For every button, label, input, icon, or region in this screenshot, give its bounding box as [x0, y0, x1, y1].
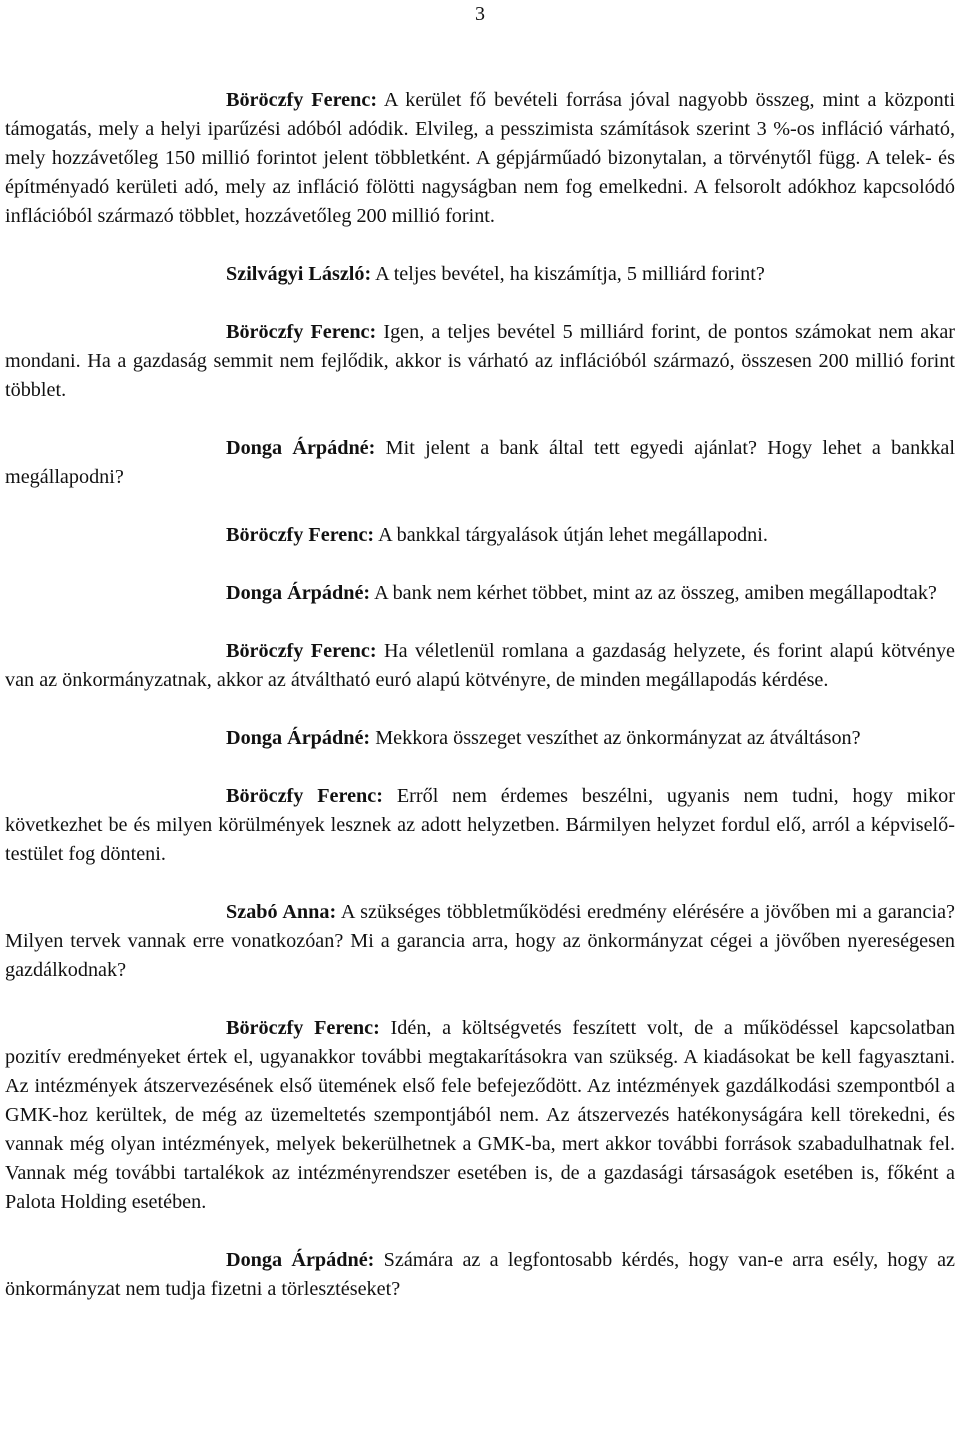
speech-text: Erről nem érdemes beszélni, ugyanis nem tudni, hogy mikor következhet be és milyen körülmények lesznek az adott helyzetben. Bármilyen helyzet fordul elő, arról a képviselő-testület fog dönteni.: [5, 785, 955, 865]
speaker-name: Böröczfy Ferenc:: [226, 89, 378, 111]
paragraph: [5, 86, 955, 231]
speech-text: Ha véletlenül romlana a gazdaság helyzete, és forint alapú kötvénye van az önkormányzatnak, akkor az átváltható euró alapú kötvényre, de minden megállapodás kérdése.: [5, 640, 955, 691]
speech-text: A szükséges többletműködési eredmény elérésére a jövőben mi a garancia? Milyen tervek vannak erre vonatkozóan? Mi a garancia arra, hogy az önkormányzat cégei a jövőben nyereségesen gazdálkodnak?: [5, 901, 955, 981]
speech-text: A bankkal tárgyalások útján lehet megállapodni.: [374, 524, 768, 546]
paragraph: [5, 434, 955, 492]
speaker-name: Böröczfy Ferenc:: [226, 785, 383, 807]
paragraph: [5, 1014, 955, 1217]
paragraph: [5, 782, 955, 869]
paragraph: [5, 318, 955, 405]
paragraph: [5, 898, 955, 985]
speaker-name: Donga Árpádné:: [226, 437, 376, 459]
speaker-name: Szabó Anna:: [226, 901, 337, 923]
paragraph: [5, 1246, 955, 1304]
paragraph: [5, 724, 955, 753]
paragraph: [5, 579, 955, 608]
speaker-name: Donga Árpádné:: [226, 727, 371, 749]
speech-text: Mekkora összeget veszíthet az önkormányzat az átváltáson?: [370, 727, 861, 749]
speech-text: Igen, a teljes bevétel 5 milliárd forint, de pontos számokat nem akar mondani. Ha a gazdaság semmit nem fejlődik, akkor is várható az inflációból származó, összesen 200 millió forint többlet.: [5, 321, 955, 401]
speaker-name: Donga Árpádné:: [226, 1249, 375, 1271]
paragraph: [5, 637, 955, 695]
speaker-name: Szilvágyi László:: [226, 263, 372, 285]
speech-text: A bank nem kérhet többet, mint az az összeg, amiben megállapodtak?: [370, 582, 937, 604]
paragraph: [5, 521, 955, 550]
speaker-name: Donga Árpádné:: [226, 582, 371, 604]
speech-text: A teljes bevétel, ha kiszámítja, 5 milliárd forint?: [371, 263, 765, 285]
speech-text: Mit jelent a bank által tett egyedi ajánlat? Hogy lehet a bankkal megállapodni?: [5, 437, 955, 488]
page-number: 3: [475, 3, 485, 25]
paragraph: [5, 260, 955, 289]
speech-text: A kerület fő bevételi forrása jóval nagyobb összeg, mint a központi támogatás, mely a helyi iparűzési adóból adódik. Elvileg, a pesszimista számítások szerint 3 %-os infláció várható, mely hozzávetőleg 150 millió forintot jelent többletként. A gépjárműadó bizonytalan, a törvénytől függ. A telek- és építményadó kerületi adó, mely az infláció fölötti nagyságban nem fog emelkedni. A felsorolt adókhoz kapcsolódó inflációból származó többlet, hozzávetőleg 200 millió forint.: [5, 89, 955, 227]
speaker-name: Böröczfy Ferenc:: [226, 321, 377, 343]
speech-text: Számára az a legfontosabb kérdés, hogy van-e arra esély, hogy az önkormányzat nem tudja fizetni a törlesztéseket?: [5, 1249, 955, 1300]
speaker-name: Böröczfy Ferenc:: [226, 1017, 380, 1039]
speech-text: Idén, a költségvetés feszített volt, de a működéssel kapcsolatban pozitív eredményeket értek el, ugyanakkor további megtakarításokra van szükség. A kiadásokat be kell fagyasztani. Az intézmények átszervezésének első ütemének első fele befejeződött. Az intézmények gazdálkodási szempontból a GMK-hoz kerültek, de még az üzemeltetés szempontjából nem. Az átszervezés hatékonyságára kell törekedni, és vannak még olyan intézmények, melyek bekerülhetnek a GMK-ba, mert akkor további források szabadulhatnak fel. Vannak még további tartalékok az intézményrendszer esetében is, de a gazdasági társaságok esetében is, főként a Palota Holding esetében.: [5, 1017, 956, 1213]
speaker-name: Böröczfy Ferenc:: [226, 524, 375, 546]
speaker-name: Böröczfy Ferenc:: [226, 640, 377, 662]
minutes-body: [5, 86, 955, 1304]
